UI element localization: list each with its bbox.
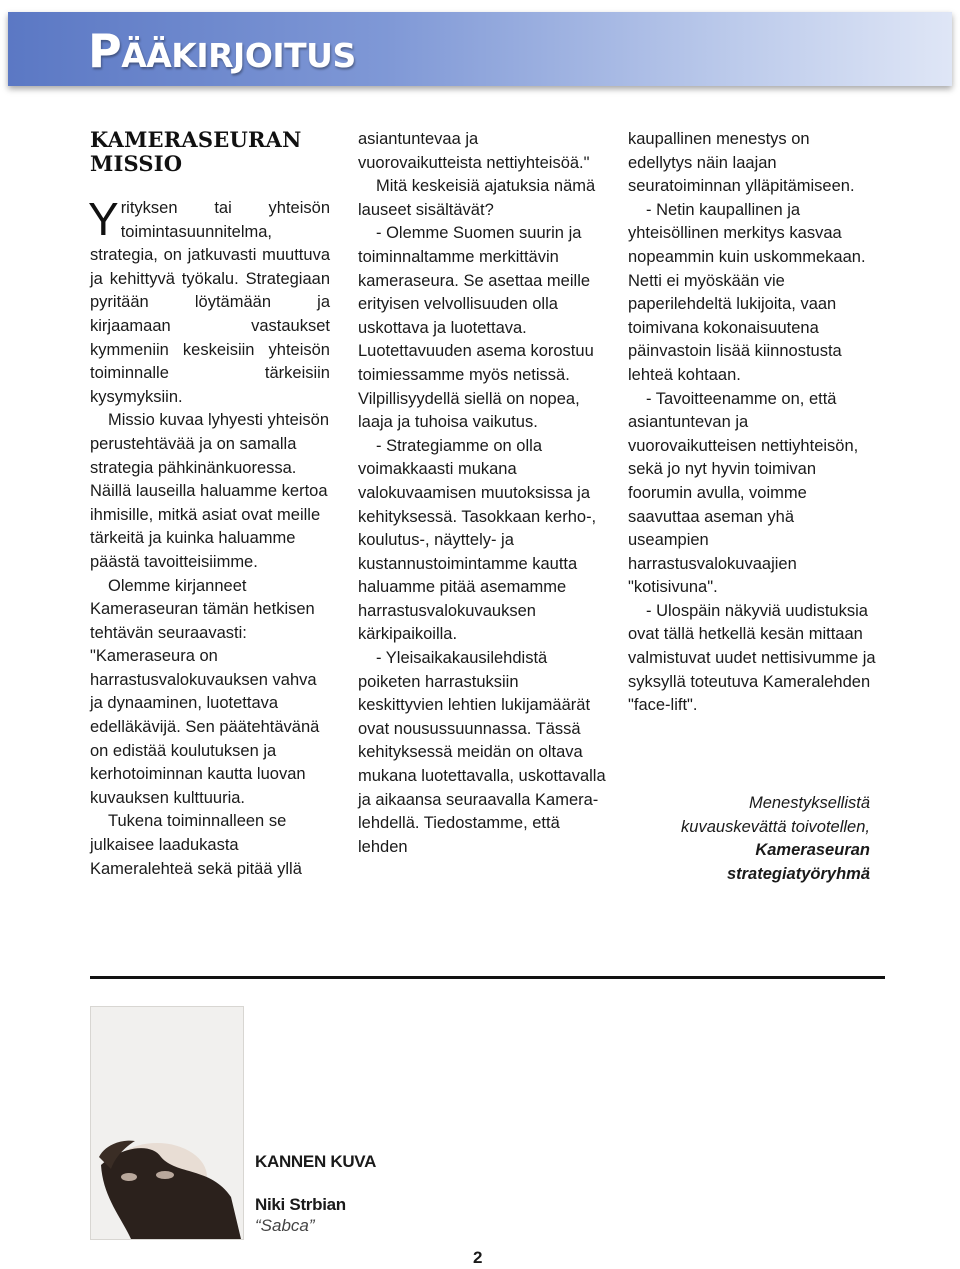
quote-paragraph: "Kameraseura on harrastusvalokuvauksen vahva ja dynaaminen, luotettava edelläkävijä. Sen päätehtävänä on edistää koulutuksen ja kerhotoiminnan kautta luovan kuvauksen kulttuuria. <box>90 647 320 807</box>
page-number: 2 <box>473 1248 483 1267</box>
paragraph: - Yleisaikakausilehdistä poiketen harrastuksiin keskittyvien lehtien lukijamäärät ovat nousussuunnassa. Tässä kehityksessä meidän on oltava mukana luotettavalla, uskottavalla ja aikaansa seuraavalla Kamera-lehdellä. Tiedostamme, että lehden <box>358 649 606 856</box>
section-title <box>88 24 356 78</box>
paragraph: kaupallinen menestys on edellytys näin laajan seuratoiminnan ylläpitämiseen. <box>628 130 855 196</box>
article-column-2 <box>358 128 606 859</box>
paragraph: - Netin kaupallinen ja yhteisöllinen merkitys kasvaa nopeammin kuin uskommekaan. Netti ei myöskään vie paperilehdeltä lukijoita, vaan toimivana kokonaisuutena päinvastoin lisää kiinnostusta lehteä kohtaan. <box>628 200 866 384</box>
paragraph-text: rityksen tai yhteisön toimintasuunnitelma, strategia, on jatkuvasti muuttuva ja kehittyvä työkalu. Strategiaan pyritään löytämään ja kirjaamaan vastaukset kymmeniin keskeisiin yhteisön toiminnalle tärkeisiin kysymyksiin. <box>90 199 330 406</box>
signature-line: kuvauskevättä toivotellen, <box>681 817 870 836</box>
paragraph: - Tavoitteenamme on, että asiantuntevan ja vuorovaikutteisen nettiyhteisön, sekä jo nyt hyvin toimivan foorumin avulla, voimme saavuttaa aseman yhä useampien harrastusvalokuvaajien "kotisivuna". <box>628 389 859 597</box>
signature-block <box>610 792 870 886</box>
article-heading: KAMERASEURAN MISSIO <box>90 127 302 176</box>
header-banner <box>8 12 952 86</box>
cover-photo-label: KANNEN KUVA <box>255 1152 377 1171</box>
signature-line: Kameraseuran <box>755 841 870 860</box>
paragraph: Missio kuvaa lyhyesti yhteisön perustehtävää ja on samalla strategia pähkinänkuoressa. Näillä lauseilla haluamme kertoa ihmisille, mitkä asiat ovat meille tärkeitä ja kuinka haluamme päästä tavoitteisiimme. <box>90 411 330 571</box>
signature-line: strategiatyöryhmä <box>726 864 870 883</box>
photographer-name: Niki Strbian <box>255 1195 346 1214</box>
paragraph: asiantuntevaa ja vuorovaikutteista nettiyhteisöä." <box>358 130 590 172</box>
paragraph: Tukena toiminnalleen se julkaisee laadukasta Kameralehteä sekä pitää yllä <box>90 812 302 878</box>
photo-title: “Sabca” <box>255 1216 315 1235</box>
section-title-rest: ÄÄKIRJOITUS <box>121 36 356 75</box>
paragraph: Mitä keskeisiä ajatuksia nämä lauseet sisältävät? <box>358 177 596 219</box>
signature-line: Menestyksellistä <box>748 794 870 812</box>
section-title-initial: P <box>88 24 122 78</box>
paragraph: - Strategiamme on olla voimakkaasti mukana valokuvaamisen muutoksissa ja kehityksessä. Tasokkaan kerho-, koulutus-, näyttely- ja kustannustoimintamme kautta haluamme pitää asemamme harrastusvalokuvauksen kärkipaikoilla. <box>358 436 597 644</box>
portrait-image <box>91 1007 243 1239</box>
paragraph: Olemme kirjanneet Kameraseuran tämän hetkisen tehtävän seuraavasti: <box>90 576 315 642</box>
article-column-3 <box>628 128 878 718</box>
article-column-1 <box>90 128 330 881</box>
paragraph: - Ulospäin näkyviä uudistuksia ovat tällä hetkellä kesän mittaan valmistuvat uudet nettisivumme ja syksyllä toteutuva Kameralehden "face-lift". <box>628 601 876 715</box>
drop-cap: Y <box>88 193 119 245</box>
cover-photo-thumbnail <box>90 1006 244 1240</box>
divider <box>90 976 885 979</box>
paragraph <box>88 193 330 409</box>
paragraph: - Olemme Suomen suurin ja toiminnaltamme merkittävin kameraseura. Se asettaa meille erityisen velvollisuuden olla uskottava ja luotettava. Luotettavuuden asema korostuu toimiessamme myös netissä. Vilpillisyydellä siellä on nopea, laaja ja tuhoisa vaikutus. <box>358 224 594 432</box>
